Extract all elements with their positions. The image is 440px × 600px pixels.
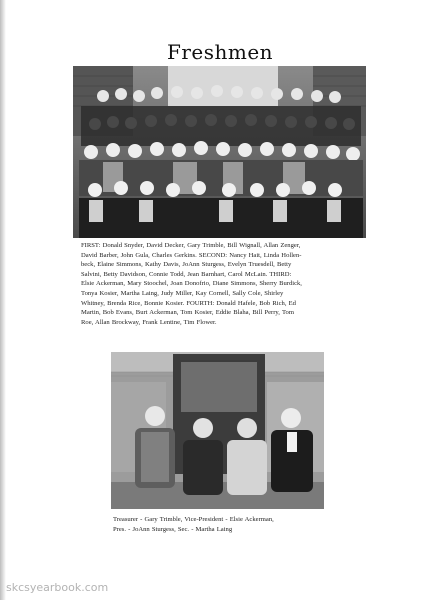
officers-photo-caption <box>113 515 323 534</box>
caption-line: Treasurer - Gary Trimble, Vice-President - Elsie Ackerman, <box>113 516 274 523</box>
site-watermark: skcsyearbook.com <box>6 581 109 594</box>
page-binding-shadow <box>0 0 6 600</box>
class-group-photo <box>73 66 366 238</box>
caption-line: Salvini, Betty Davidson, Connie Todd, Jean Barnhart, Carol McLain. THIRD: <box>81 270 292 278</box>
caption-line: Elsie Ackerman, Mary Stoochel, Joan Donofrio, Diane Simmons, Sherry Burdick, <box>81 280 302 288</box>
officers-photo <box>111 352 324 509</box>
caption-line: Tonya Kosier, Martha Laing, Judy Miller, Kay Cornell, Sally Cole, Shirley <box>81 289 284 297</box>
caption-line: David Barber, John Gula, Charles Gerkins. SECOND: Nancy Hait, Linda Hollen- <box>81 251 302 259</box>
caption-line: beck, Elaine Simmons, Kathy Davis, JoAnn Sturgess, Evelyn Truesdell, Betty <box>81 261 292 269</box>
caption-line: Whitney, Brenda Rice, Bonnie Kosier. FOURTH: Donald Hafele, Bob Rich, Ed <box>81 299 296 307</box>
class-photo-caption <box>81 241 364 327</box>
caption-line: Roe, Allan Brockway, Frank Lentine, Tim Flower. <box>81 318 217 326</box>
caption-line: Pres. - JoAnn Sturgess, Sec. - Martha Laing <box>113 525 233 533</box>
caption-line: Martin, Bob Evans, Burt Ackerman, Tom Kosier, Eddie Blaha, Bill Perry, Tom <box>81 309 294 317</box>
class-photo-image <box>73 66 366 238</box>
caption-line: FIRST: Donald Snyder, David Decker, Gary Trimble, Bill Wignall, Allan Zenger, <box>81 242 301 249</box>
officers-photo-image <box>111 352 324 509</box>
page-title: Freshmen <box>166 40 274 64</box>
